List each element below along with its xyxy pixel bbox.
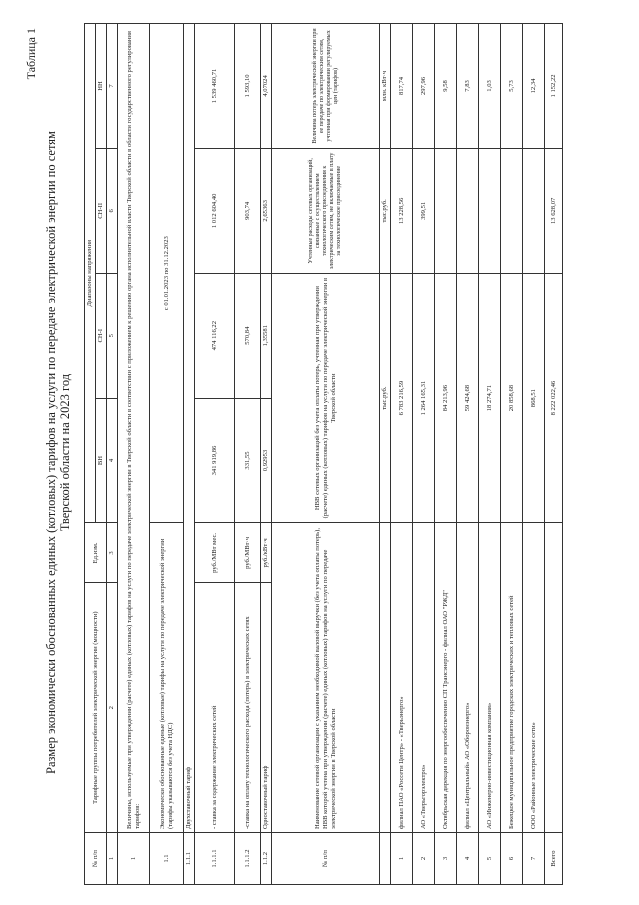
- row-1-1-2: [261, 24, 272, 885]
- row-1-1-1: [184, 24, 195, 885]
- header-row: [85, 24, 96, 885]
- org-num: 2: [413, 833, 435, 885]
- orgs-header-nvv: НВВ сетевых организаций без учета оплаты потерь, учтенная при утверждении (расчете) единых (котловых) тарифов на услуги по передаче электрической энергии в Тверской области: [272, 273, 380, 523]
- row-1-1-1-2: [235, 24, 261, 885]
- org-expenses: 399,51: [413, 148, 435, 273]
- orgs-header-num: № п/п: [272, 833, 380, 885]
- section-1-text: Величины, используемые при утверждении (расчете) единых (котловых) тарифов на услуги по передаче электрической энергии в Тверской области в соответствии с приложением к решению органа исполнительной власти Тверской области в области государственного регулирования тарифов:: [118, 24, 150, 833]
- header-num: № п/п: [85, 833, 107, 885]
- value-vn: 341 919,86: [195, 398, 235, 523]
- value-sn1: 1,35581: [261, 273, 272, 398]
- col-index: 1: [107, 833, 118, 885]
- col-index: 2: [107, 583, 118, 833]
- row-text: - ставка за содержание электрических сетей: [195, 583, 235, 833]
- header-nn: НН: [96, 24, 107, 149]
- org-nvv: 6 783 216,59: [391, 273, 413, 523]
- header-group: Тарифные группы потребителей электрической энергии (мощности): [85, 583, 107, 833]
- org-name: филиал «Центральный» АО «Оборонэнерго»: [457, 523, 479, 833]
- row-text: -ставка на оплату технологического расхода (потерь) в электрических сетях: [235, 583, 261, 833]
- row-num: 1.1.1: [184, 833, 195, 885]
- value-nn: 1 539 460,71: [195, 24, 235, 149]
- table-number-label: Таблица 1: [24, 28, 38, 80]
- col-index: 4: [107, 398, 118, 523]
- value-sn1: 474 116,22: [195, 273, 235, 398]
- value-sn2: 1 012 604,40: [195, 148, 235, 273]
- row-unit: руб./МВт·ч: [235, 523, 261, 583]
- empty-cell: [380, 833, 391, 885]
- header-ranges: Диапазоны напряжения: [85, 24, 96, 523]
- org-nvv: 18 274,71: [479, 273, 501, 523]
- table-row: [435, 24, 457, 885]
- row-1-1-1-1: [195, 24, 235, 885]
- col-index: 6: [107, 148, 118, 273]
- org-name: ООО «Районные электрические сети»: [523, 523, 545, 833]
- orgs-header-expenses: Учтенные расходы сетевых организаций, связанные с осуществлением технологического присоединения к электрическим сетям, не включаемые в плату за технологическое присоединение: [272, 148, 380, 273]
- org-num: 6: [501, 833, 523, 885]
- org-num: 7: [523, 833, 545, 885]
- value-vn: 331,55: [235, 398, 261, 523]
- org-losses: 7,83: [457, 24, 479, 149]
- org-nvv: 868,51: [523, 273, 545, 523]
- org-expenses: 13 228,56: [391, 148, 413, 273]
- col-index: 5: [107, 273, 118, 398]
- total-row: [545, 24, 563, 885]
- org-nvv: 1 264 165,31: [413, 273, 435, 523]
- unit-expenses: тыс.руб.: [380, 148, 391, 273]
- table-row: [391, 24, 413, 885]
- org-name: Октябрьская дирекция по энергообеспечению СП Трансэнерго - филиал ОАО "РЖД": [435, 523, 457, 833]
- row-unit: руб./МВт мес.: [195, 523, 235, 583]
- orgs-header-row: [272, 24, 380, 885]
- total-losses: 1 152,22: [545, 24, 563, 149]
- value-sn1: 570,84: [235, 273, 261, 398]
- row-num: 1.1: [150, 833, 184, 885]
- orgs-header-name: Наименование сетевой организации с указанием необходимой валовой выручки (без учета оплаты потерь), НВВ которой учтена при утверждении (расчете) единых (котловых) тарифов на услуги по передаче электрической энергии в Тверской области: [272, 523, 380, 833]
- org-expenses: [479, 148, 501, 273]
- total-label: Всего: [545, 833, 563, 885]
- header-sn2: СН-II: [96, 148, 107, 273]
- header-unit: Ед.изм.: [85, 523, 107, 583]
- unit-losses: млн. кВт·ч: [380, 24, 391, 149]
- header-index-row: [107, 24, 118, 885]
- row-num: 1: [118, 833, 150, 885]
- org-losses: 12,34: [523, 24, 545, 149]
- orgs-header-losses: Величина потерь электрической энергии при ее передаче по электрическим сетям, учтенная при формировании регулируемых цен (тарифов): [272, 24, 380, 149]
- org-losses: 1,03: [479, 24, 501, 149]
- header-vn: ВН: [96, 398, 107, 523]
- row-num: 1.1.1.1: [195, 833, 235, 885]
- table-row: [501, 24, 523, 885]
- org-nvv: 20 858,68: [501, 273, 523, 523]
- org-num: 1: [391, 833, 413, 885]
- single-rate-tariff-label: Одноставочный тариф: [261, 583, 272, 833]
- section-1-row: [118, 24, 150, 885]
- org-num: 4: [457, 833, 479, 885]
- org-name: АО «Инженерно-инвестиционная компания»: [479, 523, 501, 833]
- org-num: 5: [479, 833, 501, 885]
- row-unit: руб./кВт·ч: [261, 523, 272, 583]
- value-sn2: 2,65363: [261, 148, 272, 273]
- org-expenses: [523, 148, 545, 273]
- table-row: [523, 24, 545, 885]
- value-vn: 0,92953: [261, 398, 272, 523]
- value-nn: 4,07024: [261, 24, 272, 149]
- row-1-1: [150, 24, 184, 885]
- row-num: 1.1.1.2: [235, 833, 261, 885]
- col-index: 3: [107, 523, 118, 583]
- col-index: 7: [107, 24, 118, 149]
- org-losses: 9,58: [435, 24, 457, 149]
- org-name: АО «Тверьгорэлектро»: [413, 523, 435, 833]
- empty-cell: [380, 523, 391, 833]
- value-sn2: 903,74: [235, 148, 261, 273]
- org-nvv: 84 213,96: [435, 273, 457, 523]
- value-nn: 1 593,10: [235, 24, 261, 149]
- total-nvv: 8 222 022,46: [545, 273, 563, 523]
- unit-nvv: тыс.руб.: [380, 273, 391, 523]
- document-title: Размер экономически обоснованных единых (котловых) тарифов на услуги по передаче электрической энергии по сетям Тверской области на 2023 год: [44, 131, 72, 774]
- header-sn1: СН-I: [96, 273, 107, 398]
- org-losses: 817,74: [391, 24, 413, 149]
- org-expenses: [457, 148, 479, 273]
- org-nvv: 59 424,68: [457, 273, 479, 523]
- org-expenses: [501, 148, 523, 273]
- empty-cell: [545, 523, 563, 833]
- org-num: 3: [435, 833, 457, 885]
- table-row: [457, 24, 479, 885]
- table-row: [479, 24, 501, 885]
- tariff-table: [84, 23, 563, 885]
- org-losses: 5,73: [501, 24, 523, 149]
- org-losses: 297,96: [413, 24, 435, 149]
- table-row: [413, 24, 435, 885]
- period-cell: с 01.01.2023 по 31.12.2023: [150, 24, 184, 523]
- row-1-1-text: Экономически обоснованные единые (котловые) тарифы на услуги по передаче электрической энергии (тарифы указываются без учета НДС): [150, 523, 184, 833]
- row-num: 1.1.2: [261, 833, 272, 885]
- total-expenses: 13 628,07: [545, 148, 563, 273]
- org-expenses: [435, 148, 457, 273]
- org-name: Бежецкое муниципальное предприятие городских электрических и тепловых сетей: [501, 523, 523, 833]
- orgs-units-row: [380, 24, 391, 885]
- two-rate-tariff-label: Двухставочный тариф: [184, 24, 195, 833]
- org-name: филиал ПАО «Россети Центр» - «Тверьэнерго»: [391, 523, 413, 833]
